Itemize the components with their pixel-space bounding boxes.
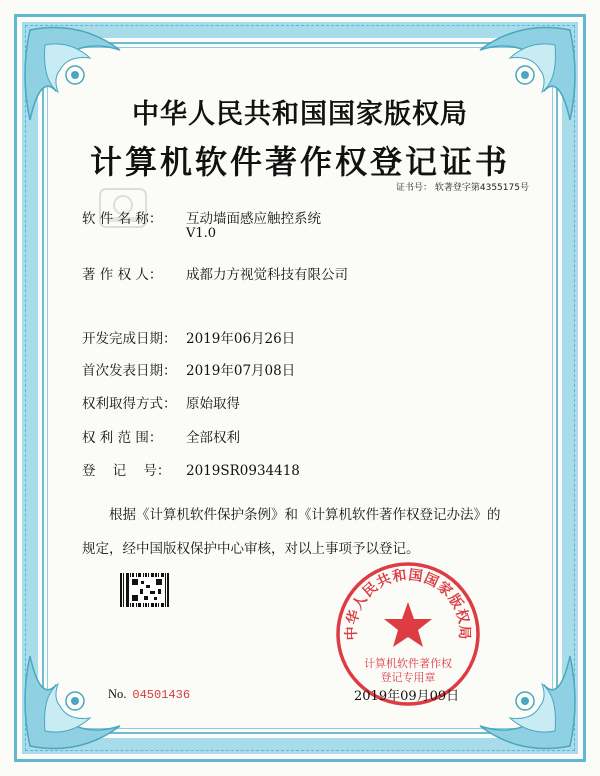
field-label: 著 作 权 人： [82,267,163,283]
serial-number [108,687,190,702]
field-value: 原始取得 [186,396,240,412]
seal-center-line-1: 计算机软件著作权 [364,657,452,670]
certificate-title: 计算机软件著作权登记证书 [89,143,510,181]
field-acquisition-method [82,392,240,412]
serial-number-label: No. [108,687,127,701]
issue-date: 2019年09月09日 [354,689,460,704]
field-registration-number [82,459,300,479]
serial-number-value: 04501436 [132,688,191,702]
field-value: 2019SR0934418 [186,463,300,479]
field-value: 全部权利 [186,430,240,446]
field-label: 首次发表日期： [82,363,177,379]
statement-line-2: 规定，经中国版权保护中心审核，对以上事项予以登记。 [82,541,420,557]
seal-center-line-2: 登记专用章 [380,671,436,684]
field-completion-date [82,327,295,347]
field-label: 开发完成日期： [82,331,177,347]
field-value: 互动墙面感应触控系统 [186,211,321,227]
field-software-name [82,207,321,227]
seal-ring-text: 中华人民共和国国家版权局 [343,567,473,641]
statement-line-1: 根据《计算机软件保护条例》和《计算机软件著作权登记办法》的 [109,507,501,523]
certificate-number: 证书号： 软著登字第4355175号 [396,183,529,193]
qr-code-icon [130,577,164,603]
seal-star-icon [384,602,432,647]
field-label: 权利取得方式： [82,396,177,412]
corner-ornament-icon [470,646,580,756]
field-value: 成都力方视觉科技有限公司 [186,267,348,283]
field-copyright-owner [82,263,348,283]
field-label: 软 件 名 称： [82,211,163,227]
field-rights-scope [82,426,240,446]
software-version: V1.0 [186,226,217,241]
field-label: 权 利 范 围： [82,430,163,446]
issuer-title: 中华人民共和国国家版权局 [132,99,468,130]
field-value: 2019年06月26日 [186,331,296,347]
field-label: 登 记 号： [82,463,171,479]
field-value: 2019年07月08日 [186,363,296,379]
field-publication-date [82,359,295,379]
